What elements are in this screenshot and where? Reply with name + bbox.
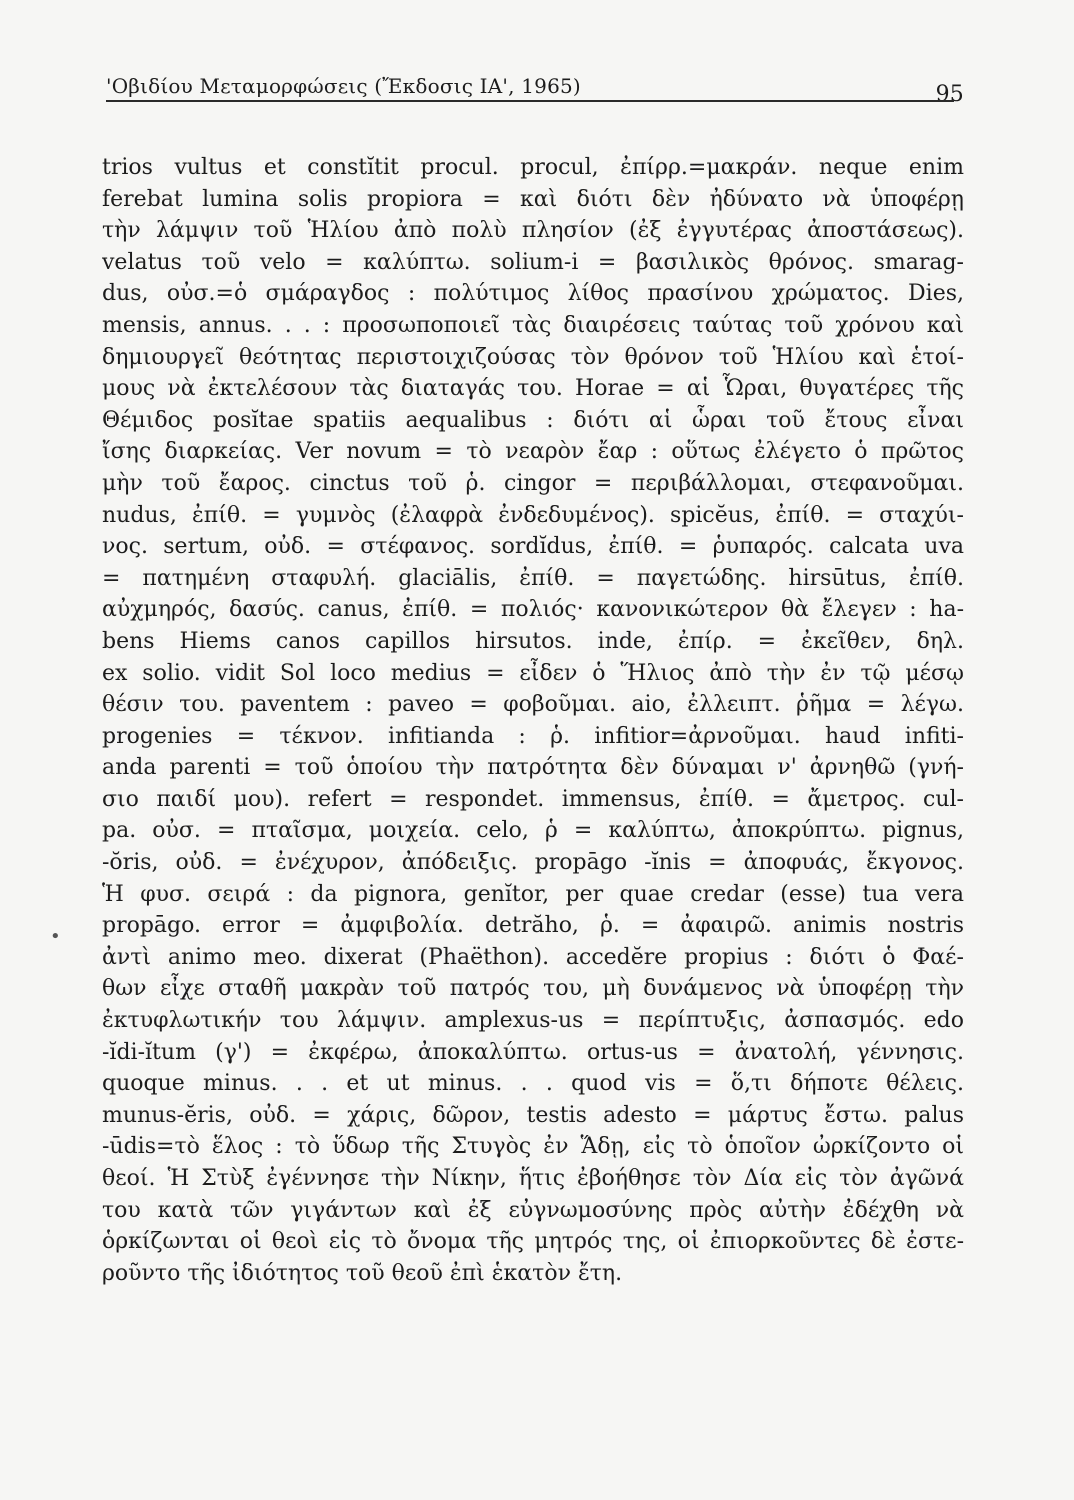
text-line: νος. sertum, οὐδ. = στέφανος. sordĭdus, ἐπίθ. = ῥυπαρός. calcata uva: [102, 534, 964, 560]
text-line: nudus, ἐπίθ. = γυμνὸς (ἐλαφρὰ ἐνδεδυμένος). spicĕus, ἐπίθ. = σταχύι-: [102, 502, 964, 528]
text-line: θέσιν του. paventem : paveo = φοβοῦμαι. aio, ἐλλειπτ. ῥῆμα = λέγω.: [102, 692, 964, 718]
header-title: 'Οβιδίου Μεταμορφώσεις (Ἔκδοσις ΙΑ', 1965): [106, 74, 581, 98]
running-header: [106, 70, 964, 107]
text-line: δημιουργεῖ θεότητας περιστοιχιζούσας τὸν θρόνον τοῦ Ἡλίου καὶ ἑτοί-: [102, 344, 964, 370]
margin-bullet: •: [50, 926, 61, 947]
text-line: ἀντὶ animo meo. dixerat (Phaëthon). accedĕre propius : διότι ὁ Φαέ-: [102, 944, 964, 970]
text-line: θων εἶχε σταθῆ μακρὰν τοῦ πατρός του, μὴ δυνάμενος νὰ ὑποφέρῃ τὴν: [102, 976, 964, 1002]
text-line: dus, οὐσ.=ὁ σμάραγδος : πολύτιμος λίθος πρασίνου χρώματος. Dies,: [102, 281, 964, 307]
text-line: bens Hiems canos capillos hirsutos. inde, ἐπίρ. = ἐκεῖθεν, δηλ.: [102, 628, 964, 654]
text-line: Θέμιδος posĭtae spatiis aequalibus : διότι αἱ ὧραι τοῦ ἔτους εἶναι: [102, 407, 964, 433]
text-line: του κατὰ τῶν γιγάντων καὶ ἐξ εὐγνωμοσύνης πρὸς αὐτὴν ἐδέχθη νὰ: [102, 1197, 964, 1223]
header-rule: [106, 100, 954, 102]
text-line: σιο παιδί μου). refert = respondet. immensus, ἐπίθ. = ἄμετρος. cul-: [102, 786, 964, 812]
text-line: τὴν λάμψιν τοῦ Ἡλίου ἀπὸ πολὺ πλησίον (ἐξ ἐγγυτέρας ἀποστάσεως).: [102, 218, 964, 244]
text-line: mensis, annus. . . : προσωποποιεῖ τὰς διαιρέσεις ταύτας τοῦ χρόνου καὶ: [102, 312, 964, 338]
text-line: Ἡ φυσ. σειρά : da pignora, genĭtor, per quae credar (esse) tua vera: [102, 881, 964, 907]
text-line: -ŏris, οὐδ. = ἐνέχυρον, ἀπόδειξις. propāgo -ĭnis = ἀποφυάς, ἔκγονος.: [102, 850, 964, 876]
text-line: -ūdis=τὸ ἕλος : τὸ ὕδωρ τῆς Στυγὸς ἐν Ἅδῃ, εἰς τὸ ὁποῖον ὠρκίζοντο οἱ: [102, 1134, 964, 1160]
text-line: θεοί. Ἡ Στὺξ ἐγέννησε τὴν Νίκην, ἥτις ἐβοήθησε τὸν Δία εἰς τὸν ἀγῶνά: [102, 1166, 964, 1191]
text-line: trios vultus et constĭtit procul. procul, ἐπίρρ.=μακράν. neque enim: [102, 155, 964, 180]
text-line: -ĭdi-ĭtum (γ') = ἐκφέρω, ἀποκαλύπτω. ortus-us = ἀνατολή, γέννησις.: [102, 1039, 964, 1065]
text-line: ὁρκίζωνται οἱ θεοὶ εἰς τὸ ὄνομα τῆς μητρός της, οἱ ἐπιορκοῦντες δὲ ἐστε-: [102, 1229, 964, 1255]
text-line: μους νὰ ἐκτελέσουν τὰς διαταγάς του. Horae = αἱ Ὧραι, θυγατέρες τῆς: [102, 376, 964, 402]
text-line: propāgo. error = ἀμφιβολία. detrăho, ῥ. = ἀφαιρῶ. animis nostris: [102, 913, 964, 939]
text-line: ἐκτυφλωτικήν του λάμψιν. amplexus-us = περίπτυξις, ἀσπασμός. edo: [102, 1008, 964, 1034]
page-number: 95: [935, 82, 964, 107]
text-line: αὐχμηρός, δασύς. canus, ἐπίθ. = πολιός· κανονικώτερον θὰ ἔλεγεν : ha-: [102, 597, 964, 623]
text-line: anda parenti = τοῦ ὁποίου τὴν πατρότητα δὲν δύναμαι ν' ἀρνηθῶ (γνή-: [102, 755, 964, 781]
text-line: progenies = τέκνον. infitianda : ῥ. infitior=ἀρνοῦμαι. haud infiti-: [102, 723, 964, 749]
text-line: ροῦντο τῆς ἰδιότητος τοῦ θεοῦ ἐπὶ ἑκατὸν ἔτη.: [102, 1260, 623, 1286]
text-line: ex solio. vidit Sol loco medius = εἶδεν ὁ Ἥλιος ἀπὸ τὴν ἐν τῷ μέσῳ: [102, 660, 964, 686]
text-line: ἴσης διαρκείας. Ver novum = τὸ νεαρὸν ἔαρ : οὕτως ἐλέγετο ὁ πρῶτος: [102, 439, 964, 465]
text-line: quoque minus. . . et ut minus. . . quod vis = ὅ,τι δήποτε θέλεις.: [102, 1071, 964, 1097]
text-line: pa. οὐσ. = πταῖσμα, μοιχεία. celo, ῥ = καλύπτω, ἀποκρύπτω. pignus,: [102, 818, 964, 844]
commentary-text: [102, 152, 964, 1289]
text-line: munus-ĕris, οὐδ. = χάρις, δῶρον, testis adesto = μάρτυς ἔστω. palus: [102, 1102, 964, 1128]
text-line: ferebat lumina solis propiora = καὶ διότι δὲν ἠδύνατο νὰ ὑποφέρῃ: [102, 186, 964, 212]
text-line: = πατημένη σταφυλή. glaciālis, ἐπίθ. = παγετώδης. hirsūtus, ἐπίθ.: [102, 565, 964, 591]
text-line: μὴν τοῦ ἔαρος. cinctus τοῦ ῥ. cingor = περιβάλλομαι, στεφανοῦμαι.: [102, 470, 964, 496]
text-line: velatus τοῦ velo = καλύπτω. solium-i = βασιλικὸς θρόνος. smarag-: [102, 249, 964, 275]
